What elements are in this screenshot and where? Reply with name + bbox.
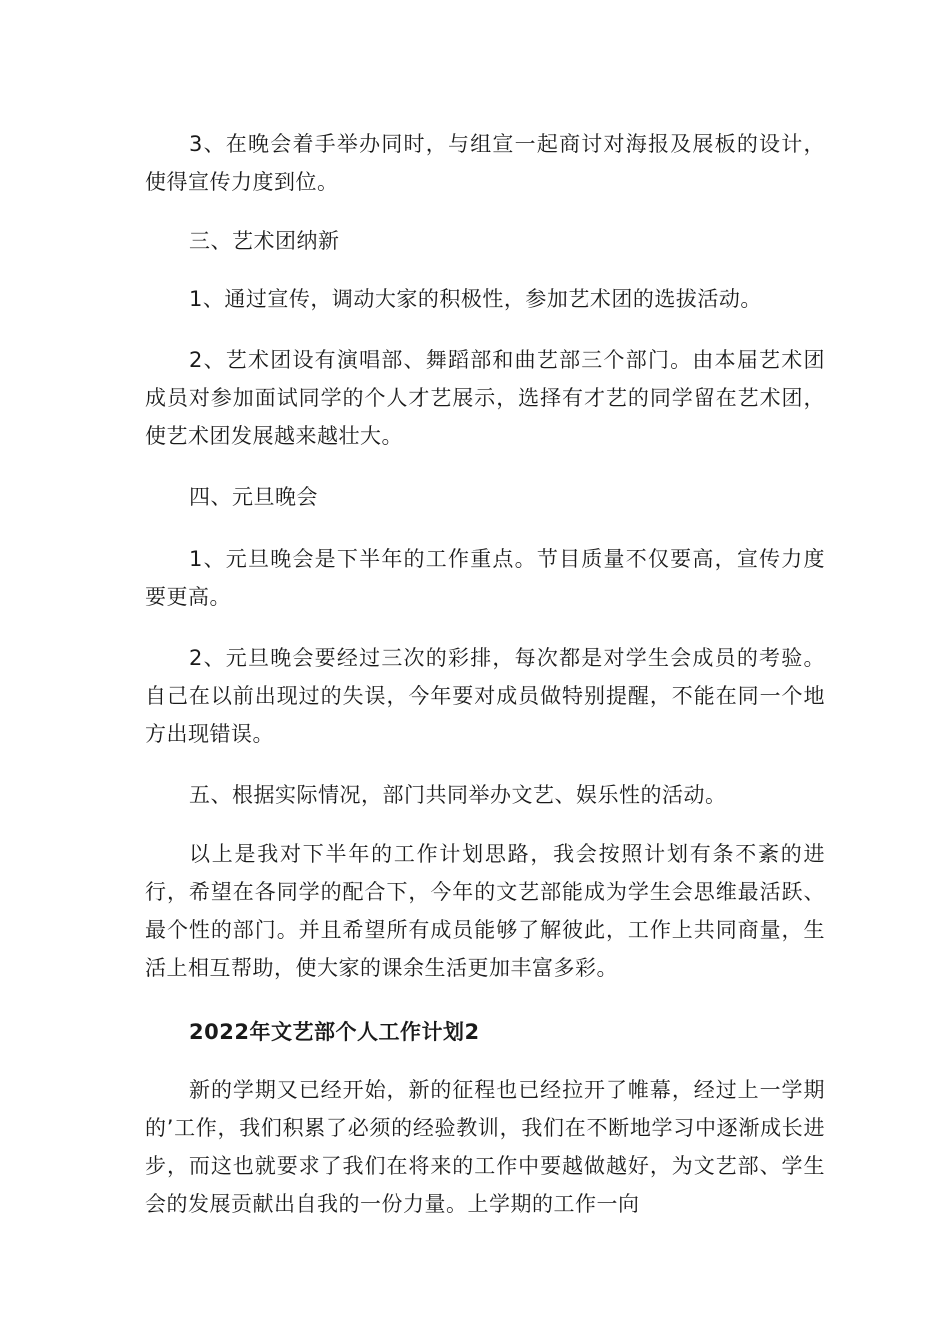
section-title-plan-2: 2022年文艺部个人工作计划2 — [189, 1020, 480, 1044]
paragraph-joint-activities: 五、根据实际情况，部门共同举办文艺、娱乐性的活动。 — [189, 783, 727, 807]
paragraph-gala-focus: 1、元旦晚会是下半年的工作重点。节目质量不仅要高，宣传力度要更高。 — [145, 547, 825, 609]
paragraph-poster-design: 3、在晚会着手举办同时，与组宣一起商讨对海报及展板的设计，使得宣传力度到位。 — [145, 132, 825, 194]
paragraph-gala-rehearsals: 2、元旦晚会要经过三次的彩排，每次都是对学生会成员的考验。自己在以前出现过的失误，今年要对成员做特别提醒，不能在同一个地方出现错误。 — [145, 646, 825, 746]
heading-art-troupe-recruitment: 三、艺术团纳新 — [189, 229, 340, 253]
heading-new-year-gala: 四、元旦晚会 — [189, 485, 318, 509]
paragraph-publicity-selection: 1、通过宣传，调动大家的积极性，参加艺术团的选拔活动。 — [189, 287, 762, 311]
paragraph-art-troupe-departments: 2、艺术团设有演唱部、舞蹈部和曲艺部三个部门。由本届艺术团成员对参加面试同学的个人才艺展示，选择有才艺的同学留在艺术团，使艺术团发展越来越壮大。 — [145, 348, 825, 448]
paragraph-summary: 以上是我对下半年的工作计划思路，我会按照计划有条不紊的进行，希望在各同学的配合下，今年的文艺部能成为学生会思维最活跃、最个性的部门。并且希望所有成员能够了解彼此，工作上共同商量，生活上相互帮助，使大家的课余生活更加丰富多彩。 — [145, 842, 825, 980]
paragraph-new-semester: 新的学期又已经开始，新的征程也已经拉开了帷幕，经过上一学期的’工作，我们积累了必须的经验教训，我们在不断地学习中逐渐成长进步，而这也就要求了我们在将来的工作中要越做越好，为文艺部、学生会的发展贡献出自我的一份力量。上学期的工作一向 — [145, 1078, 825, 1216]
